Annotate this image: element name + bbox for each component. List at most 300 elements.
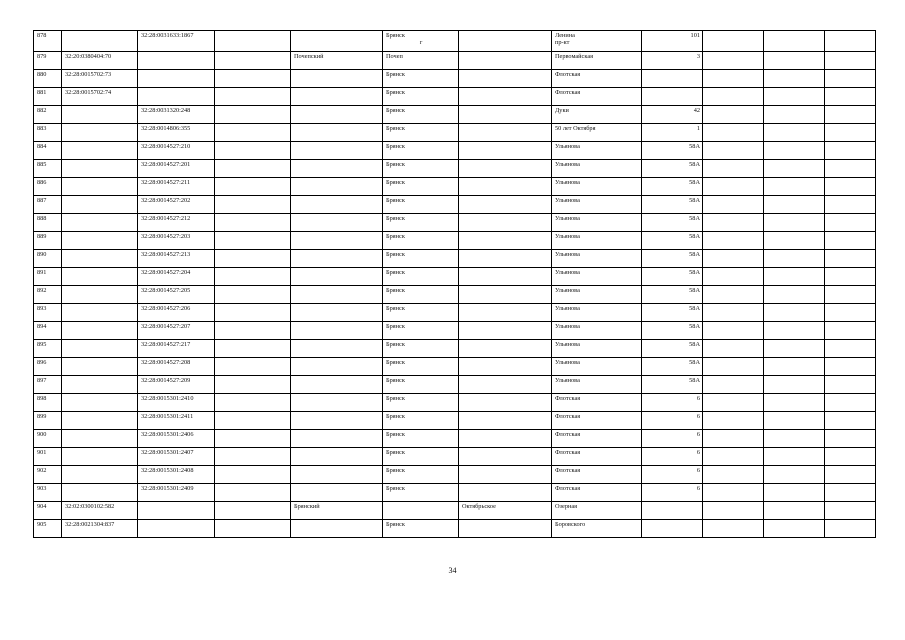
row-number-cell [34,304,62,322]
cadastral-number-2-text: 32:28:0015301:2408 [141,467,194,474]
street-text: Ульянова [555,377,580,384]
table-row [34,214,876,232]
house-number-cell [642,214,703,232]
district-cell [291,322,383,340]
empty-cell [825,484,876,502]
cadastral-number-2-text: 32:28:0014527:206 [141,305,191,312]
row-number-cell [34,142,62,160]
row-number-cell [34,412,62,430]
street-cell [552,124,642,142]
district-cell [291,52,383,70]
table-row [34,142,876,160]
empty-cell [215,160,291,178]
settlement-cell [459,250,552,268]
row-number-cell [34,322,62,340]
city-cell [383,31,459,52]
empty-cell [764,31,825,52]
empty-cell [825,520,876,538]
row-number-cell [34,268,62,286]
empty-cell [764,88,825,106]
street-cell [552,196,642,214]
district-cell [291,232,383,250]
house-number-text: 6 [696,467,700,474]
cadastral-number-2-cell [138,106,215,124]
row-number-text: 880 [37,71,47,78]
city-cell [383,142,459,160]
street-cell [552,142,642,160]
empty-cell [703,286,764,304]
house-number-cell [642,250,703,268]
empty-cell [764,52,825,70]
empty-cell [215,142,291,160]
street-cell [552,322,642,340]
row-number-cell [34,52,62,70]
house-number-cell [642,448,703,466]
street-text: Флотская [555,431,581,438]
empty-cell [703,448,764,466]
table-row [34,340,876,358]
empty-cell [825,466,876,484]
house-number-text: 6 [696,431,700,438]
settlement-cell [459,286,552,304]
house-number-cell [642,124,703,142]
settlement-cell [459,31,552,52]
cadastral-number-cell [62,160,138,178]
street-text: Ульянова [555,359,580,366]
cadastral-number-cell [62,502,138,520]
street-cell [552,304,642,322]
empty-cell [764,322,825,340]
empty-cell [764,250,825,268]
row-number-text: 892 [37,287,47,294]
empty-cell [703,232,764,250]
row-number-cell [34,232,62,250]
table-row [34,31,876,52]
settlement-cell [459,52,552,70]
settlement-cell [459,106,552,124]
settlement-cell [459,484,552,502]
house-number-cell [642,304,703,322]
district-cell [291,466,383,484]
house-number-text: 6 [696,395,700,402]
house-number-cell [642,52,703,70]
table-row [34,106,876,124]
empty-cell [215,88,291,106]
empty-cell [764,412,825,430]
house-number-text: 42 [693,107,700,114]
cadastral-number-2-cell [138,160,215,178]
house-number-text: 58А [689,197,700,204]
empty-cell [764,124,825,142]
street-cell [552,520,642,538]
street-text: Ленина [555,32,575,39]
register-rows [34,31,876,538]
row-number-text: 878 [37,32,47,39]
street-cell [552,376,642,394]
house-number-cell [642,160,703,178]
settlement-cell [459,142,552,160]
street-text: Ульянова [555,197,580,204]
settlement-cell [459,376,552,394]
cadastral-number-2-text: 32:28:0014527:204 [141,269,191,276]
street-text: Дуки [555,107,569,114]
empty-cell [703,214,764,232]
street-cell [552,106,642,124]
city-text: Брянск [386,485,405,492]
city-cell [383,484,459,502]
city-cell [383,448,459,466]
empty-cell [764,178,825,196]
row-number-cell [34,448,62,466]
empty-cell [215,214,291,232]
empty-cell [764,106,825,124]
empty-cell [764,502,825,520]
street-cell [552,466,642,484]
row-number-cell [34,340,62,358]
table-row [34,160,876,178]
street-cell [552,160,642,178]
settlement-cell [459,196,552,214]
row-number-cell [34,31,62,52]
table-row [34,358,876,376]
cadastral-number-2-text: 32:28:0015301:2411 [141,413,194,420]
district-cell [291,340,383,358]
street-text: Первомайская [555,53,594,60]
empty-cell [215,322,291,340]
cadastral-number-cell [62,412,138,430]
empty-cell [215,340,291,358]
house-number-text: 58А [689,251,700,258]
row-number-text: 887 [37,197,47,204]
house-number-cell [642,358,703,376]
cadastral-number-2-text: 32:28:0014527:212 [141,215,191,222]
street-text: Ульянова [555,251,580,258]
settlement-cell [459,70,552,88]
district-cell [291,268,383,286]
table-row [34,466,876,484]
empty-cell [215,484,291,502]
row-number-text: 881 [37,89,47,96]
street-text: Флотская [555,449,581,456]
cadastral-number-cell [62,448,138,466]
table-row [34,430,876,448]
cadastral-number-2-text: 32:28:0014527:210 [141,143,191,150]
empty-cell [703,376,764,394]
cadastral-number-2-text: 32:28:0014527:217 [141,341,191,348]
cadastral-number-2-cell [138,520,215,538]
district-cell [291,358,383,376]
house-number-text: 6 [696,485,700,492]
empty-cell [764,394,825,412]
empty-cell [215,358,291,376]
city-cell [383,70,459,88]
empty-cell [825,52,876,70]
row-number-text: 885 [37,161,47,168]
empty-cell [215,520,291,538]
house-number-cell [642,268,703,286]
city-cell [383,520,459,538]
city-text: Брянск [386,251,405,258]
empty-cell [703,502,764,520]
table-row [34,520,876,538]
cadastral-number-2-cell [138,214,215,232]
street-cell [552,412,642,430]
row-number-text: 890 [37,251,47,258]
row-number-cell [34,250,62,268]
house-number-cell [642,430,703,448]
street-cell [552,232,642,250]
street-text: 50 лет Октября [555,125,596,132]
city-text: Брянск [386,359,405,366]
city-text: Брянск [386,449,405,456]
city-cell [383,214,459,232]
empty-cell [215,466,291,484]
cadastral-number-2-cell [138,178,215,196]
empty-cell [215,52,291,70]
table-row [34,448,876,466]
empty-cell [215,430,291,448]
city-text: Брянск [386,467,405,474]
cadastral-number-2-cell [138,412,215,430]
row-number-cell [34,214,62,232]
district-cell [291,250,383,268]
empty-cell [825,340,876,358]
cadastral-number-cell [62,376,138,394]
cadastral-number-2-cell [138,502,215,520]
cadastral-number-2-cell [138,376,215,394]
settlement-cell [459,88,552,106]
empty-cell [764,142,825,160]
row-number-text: 893 [37,305,47,312]
cadastral-number-cell [62,466,138,484]
house-number-text: 58А [689,269,700,276]
row-number-cell [34,430,62,448]
street-cell [552,70,642,88]
cadastral-number-2-text: 32:28:0014527:209 [141,377,191,384]
city-cell [383,124,459,142]
city-cell [383,358,459,376]
house-number-cell [642,196,703,214]
table-row [34,502,876,520]
city-text: Брянск [386,161,405,168]
house-number-cell [642,376,703,394]
empty-cell [764,232,825,250]
house-number-text: 58А [689,161,700,168]
district-cell [291,196,383,214]
settlement-cell [459,430,552,448]
cadastral-number-2-cell [138,304,215,322]
settlement-cell [459,520,552,538]
cadastral-number-2-cell [138,52,215,70]
settlement-cell [459,448,552,466]
row-number-text: 884 [37,143,47,150]
street-cell [552,31,642,52]
empty-cell [764,196,825,214]
empty-cell [215,448,291,466]
row-number-text: 889 [37,233,47,240]
empty-cell [825,502,876,520]
house-number-cell [642,520,703,538]
empty-cell [764,520,825,538]
row-number-text: 901 [37,449,47,456]
cadastral-number-2-text: 32:28:0015301:2406 [141,431,194,438]
cadastral-number-2-cell [138,358,215,376]
cadastral-number-2-text: 32:28:0015301:2410 [141,395,194,402]
settlement-cell [459,214,552,232]
cadastral-number-2-cell [138,322,215,340]
empty-cell [764,304,825,322]
district-cell [291,448,383,466]
cadastral-number-text: 32:28:0015702:73 [65,71,112,78]
street-text: Флотская [555,485,581,492]
row-number-text: 902 [37,467,47,474]
city-text: Брянск [386,125,405,132]
street-text: Ульянова [555,305,580,312]
city-text: Брянск [386,323,405,330]
cadastral-number-text: 32:28:0015702:74 [65,89,112,96]
house-number-cell [642,286,703,304]
house-number-text: 58А [689,323,700,330]
cadastral-number-cell [62,232,138,250]
cadastral-number-cell [62,322,138,340]
empty-cell [215,250,291,268]
house-number-text: 58А [689,359,700,366]
house-number-text: 6 [696,449,700,456]
row-number-text: 900 [37,431,47,438]
city-cell [383,376,459,394]
row-number-cell [34,88,62,106]
street-cell [552,214,642,232]
row-number-text: 882 [37,107,47,114]
house-number-text: 58А [689,143,700,150]
city-text: Брянск [386,215,405,222]
cadastral-number-2-cell [138,268,215,286]
street-text: Флотская [555,71,581,78]
empty-cell [703,412,764,430]
cadastral-number-2-text: 32:28:0014527:201 [141,161,191,168]
street-suffix-text: пр-кт [555,39,570,46]
district-cell [291,376,383,394]
row-number-cell [34,502,62,520]
cadastral-number-cell [62,178,138,196]
city-cell [383,250,459,268]
city-cell [383,196,459,214]
row-number-text: 886 [37,179,47,186]
street-cell [552,394,642,412]
house-number-cell [642,484,703,502]
cadastral-number-2-cell [138,484,215,502]
empty-cell [825,88,876,106]
empty-cell [764,466,825,484]
street-text: Ульянова [555,287,580,294]
table-row [34,70,876,88]
district-cell [291,160,383,178]
house-number-cell [642,142,703,160]
house-number-text: 58А [689,179,700,186]
city-text: Брянск [386,233,405,240]
cadastral-number-cell [62,430,138,448]
district-cell [291,304,383,322]
cadastral-number-2-cell [138,340,215,358]
empty-cell [703,304,764,322]
empty-cell [825,214,876,232]
row-number-text: 899 [37,413,47,420]
district-cell [291,31,383,52]
district-cell [291,142,383,160]
cadastral-number-text: 32:20:0380404:70 [65,53,112,60]
district-cell [291,286,383,304]
cadastral-number-2-cell [138,232,215,250]
cadastral-number-cell [62,304,138,322]
settlement-cell [459,322,552,340]
city-cell [383,412,459,430]
district-cell [291,484,383,502]
cadastral-number-cell [62,520,138,538]
district-text: Почепский [294,53,324,60]
settlement-cell [459,394,552,412]
street-text: Ульянова [555,215,580,222]
district-cell [291,412,383,430]
register-table-container [33,30,875,538]
empty-cell [825,70,876,88]
street-text: Ульянова [555,161,580,168]
empty-cell [703,31,764,52]
empty-cell [764,340,825,358]
settlement-cell [459,124,552,142]
row-number-text: 904 [37,503,47,510]
cadastral-number-2-cell [138,466,215,484]
empty-cell [703,340,764,358]
cadastral-number-cell [62,214,138,232]
city-text: Брянск [386,179,405,186]
empty-cell [703,268,764,286]
empty-cell [703,124,764,142]
cadastral-number-cell [62,250,138,268]
cadastral-number-2-text: 32:28:0015301:2409 [141,485,194,492]
house-number-text: 6 [696,413,700,420]
empty-cell [703,52,764,70]
empty-cell [825,160,876,178]
empty-cell [215,286,291,304]
empty-cell [764,214,825,232]
row-number-text: 894 [37,323,47,330]
cadastral-number-cell [62,484,138,502]
row-number-cell [34,124,62,142]
row-number-text: 891 [37,269,47,276]
cadastral-number-cell [62,52,138,70]
cadastral-number-2-cell [138,124,215,142]
empty-cell [703,70,764,88]
cadastral-number-cell [62,196,138,214]
empty-cell [825,124,876,142]
street-cell [552,52,642,70]
city-cell [383,304,459,322]
table-row [34,394,876,412]
house-number-cell [642,31,703,52]
cadastral-number-2-cell [138,31,215,52]
house-number-text: 58А [689,287,700,294]
city-text: Брянск [386,341,405,348]
city-text: Брянск [386,305,405,312]
city-cell [383,268,459,286]
row-number-cell [34,160,62,178]
street-cell [552,502,642,520]
empty-cell [703,430,764,448]
empty-cell [703,520,764,538]
empty-cell [703,322,764,340]
settlement-cell [459,502,552,520]
house-number-text: 1 [696,125,700,132]
